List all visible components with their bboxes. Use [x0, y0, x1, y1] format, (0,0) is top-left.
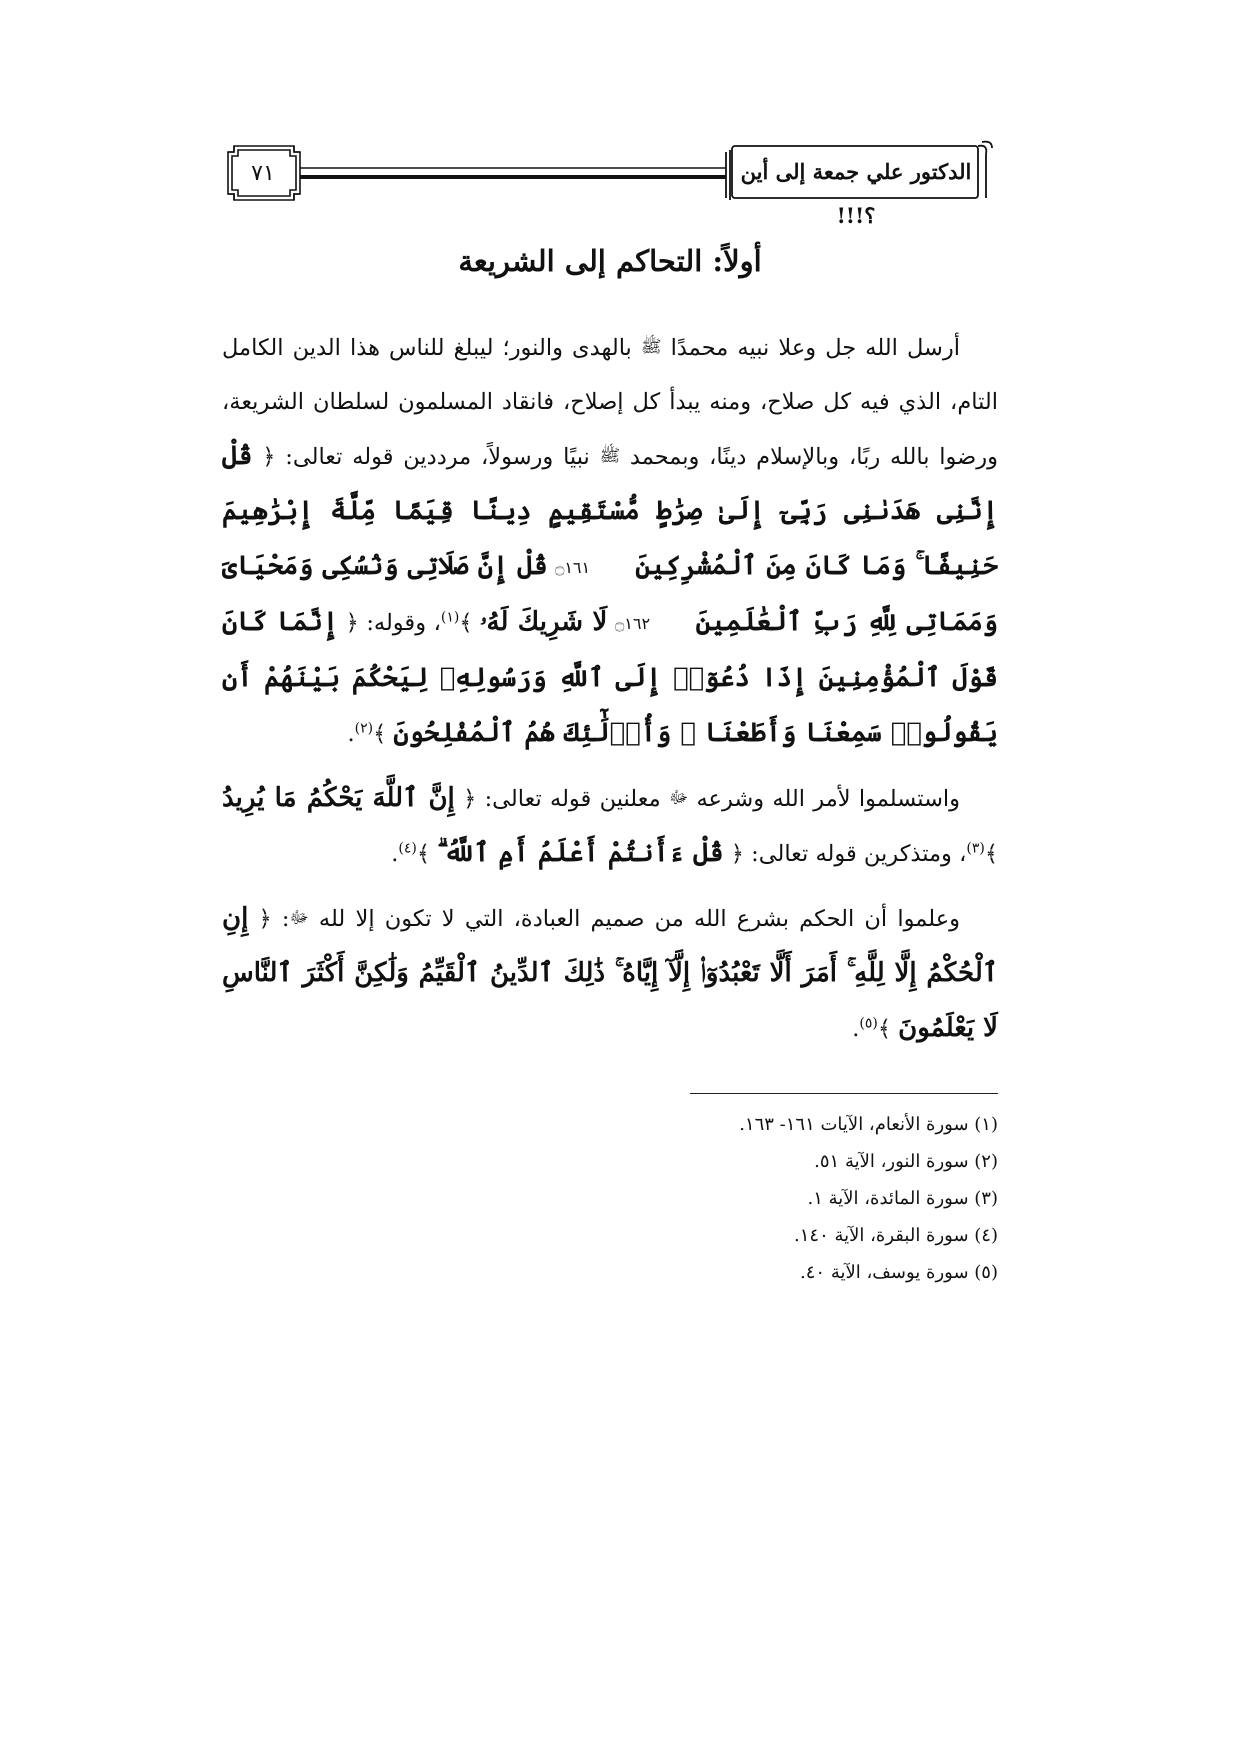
- quran-verse: لَا شَرِيكَ لَهُۥ: [480, 607, 608, 637]
- quran-verse: إِنَّ ٱللَّهَ يَحْكُمُ مَا يُرِيدُ: [222, 783, 455, 813]
- quran-bracket-close: ﴾: [416, 841, 430, 867]
- ayah-number-marker: ۝١٦٢: [614, 614, 651, 633]
- punctuation: .: [852, 1016, 860, 1042]
- body-text: [222, 320, 998, 1066]
- footnote-ref: (٣): [966, 840, 985, 857]
- quran-verse: قُلْ إِنَّنِى هَدَىٰنِى رَبِّىٓ إِلَىٰ صِرَٰطٍ مُّسْتَقِيمٍ دِينًا قِيَمًا مِّلَّةَ إِبْرَٰهِيمَ حَنِيفًا ۚ وَمَا كَانَ مِنَ ٱلْمُشْرِكِينَ: [222, 441, 999, 581]
- page-header: [220, 140, 1000, 228]
- quran-verse: قُلْ إِنَّ صَلَاتِى وَنُسُكِى وَمَحْيَاىَ وَمَمَاتِى لِلَّهِ رَبِّ ٱلْعَٰلَمِينَ: [222, 551, 999, 637]
- quran-verse: إِنَّمَا كَانَ قَوْلَ ٱلْمُؤْمِنِينَ إِذَا دُعُوٓا۟ إِلَى ٱللَّهِ وَرَسُولِهِۦ لِيَحْكُمَ بَيْنَهُمْ أَن يَقُولُوا۟ سَمِعْنَا وَأَطَعْنَا ۚ وَأُو۟لَٰٓئِكَ هُمُ ٱلْمُفْلِحُونَ: [222, 607, 998, 748]
- text: واستسلموا لأمر الله وشرعه: [696, 786, 961, 812]
- salawat-symbol: ﷺ: [640, 337, 662, 357]
- text: أرسل الله جل وعلا نبيه محمدًا: [670, 335, 961, 361]
- quran-verse: قُلْ ءَأَنتُمْ أَعْلَمُ أَمِ ٱللَّهُ ۗ: [437, 838, 724, 868]
- punctuation: :: [281, 906, 290, 932]
- quran-bracket-open: ﴿: [730, 841, 744, 867]
- quran-bracket-close: ﴾: [459, 610, 473, 636]
- section-heading: أولاً: التحاكم إلى الشريعة: [458, 244, 762, 278]
- footnotes-list: [600, 1106, 998, 1291]
- footnote-item: (٣) سورة المائدة، الآية ١.: [807, 1188, 998, 1209]
- footnote-separator: [690, 1093, 998, 1094]
- quran-bracket-close: ﴾: [984, 841, 998, 867]
- paragraph-1: [222, 320, 998, 761]
- footnote-item: (٥) سورة يوسف، الآية ٤٠.: [800, 1262, 998, 1283]
- footnote-item: (٤) سورة البقرة، الآية ١٤٠.: [794, 1225, 998, 1246]
- footnote-ref: (٤): [398, 840, 417, 857]
- running-title: الدكتور علي جمعة إلى أين ؟!!!: [740, 159, 972, 228]
- quran-bracket-open: ﴿: [345, 610, 359, 636]
- salawat-symbol: ﷺ: [599, 446, 621, 466]
- footnote-ref: (٥): [859, 1015, 878, 1032]
- text: معلنين قوله تعالى:: [484, 786, 661, 812]
- paragraph-3: [222, 891, 998, 1056]
- text: بالهدى والنور؛ ليبلغ للناس هذا الدين الكامل التام، الذي فيه كل صلاح، ومنه يبدأ كل إصلاح، فانقاد المسلمون لسلطان الشريعة، ورضوا بالله ربًا، وبالإسلام دينًا، وبمحمد: [222, 335, 998, 470]
- text: ، ومتذكرين قوله تعالى:: [751, 841, 967, 867]
- punctuation: .: [347, 721, 355, 747]
- punctuation: .: [391, 841, 399, 867]
- page-number: ٧١: [251, 161, 275, 186]
- text: وعلموا أن الحكم بشرع الله من صميم العبادة، التي لا تكون إلا لله: [318, 906, 961, 932]
- footnote-item: (٢) سورة النور، الآية ٥١.: [814, 1151, 998, 1172]
- paragraph-2: [222, 771, 998, 881]
- text: ، وقوله:: [366, 610, 441, 636]
- quran-bracket-open: ﴿: [463, 786, 477, 812]
- quran-verse: إِنِ ٱلْحُكْمُ إِلَّا لِلَّهِ ۚ أَمَرَ أَلَّا تَعْبُدُوٓا۟ إِلَّآ إِيَّاهُ ۚ ذَٰلِكَ ٱلدِّينُ ٱلْقَيِّمُ وَلَٰكِنَّ أَكْثَرَ ٱلنَّاسِ لَا يَعْلَمُونَ: [222, 903, 998, 1043]
- text: نبيًا ورسولاً، مرددين قوله تعالى:: [285, 444, 590, 470]
- ayah-number-marker: ۝١٦١: [554, 558, 591, 577]
- footnote-ref: (١): [440, 609, 460, 626]
- quran-bracket-open: ﴿: [262, 444, 276, 470]
- quran-bracket-close: ﴾: [373, 721, 387, 747]
- quran-bracket-open: ﴿: [258, 906, 272, 932]
- glorification-symbol: ﷻ: [668, 788, 689, 808]
- footnote-item: (١) سورة الأنعام، الآيات ١٦١- ١٦٣.: [739, 1114, 998, 1135]
- glorification-symbol: ﷻ: [289, 908, 309, 928]
- quran-bracket-close: ﴾: [877, 1016, 892, 1042]
- footnote-ref: (٢): [354, 720, 374, 737]
